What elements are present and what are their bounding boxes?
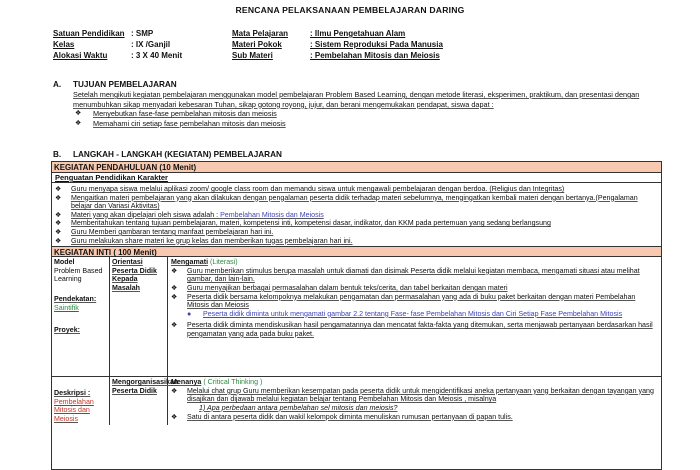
section-heading <box>53 80 653 90</box>
list-item-text: Melalui chat grup Guru memberikan kesempatan pada peserta didik untuk mengidentifikasi aneka pertanyaan yang berkaitan dengan tayangan yang disajikan dan dijawab melalui kegiatan belajar tentang Pembelahan Mitosis dan Meiosis , misalnya <box>187 386 654 404</box>
pendahuluan-band: KEGIATAN PENDAHULUAN (10 Menit) <box>52 162 661 173</box>
deskripsi-label: Deskripsi : <box>54 389 91 398</box>
section-letter: B. <box>53 150 62 159</box>
identity-row <box>53 50 653 61</box>
objective-text: Menyebutkan fase-fase pembelahan mitosis dan meiosis <box>93 109 277 119</box>
pendahuluan-list <box>52 183 661 246</box>
objective-paragraph: Setelah mengikuti kegiatan pembelajaran menggunakan model pembelajaran Problem Based Learning, dengan metode literasi, eksperimen, praktikum, dan presentasi dengan menumbuhkan sikap menyadari kebesaran Tuhan, sikap gotong royong, jujur, dan berani mengemukakan pendapat, siswa dapat : <box>73 90 640 109</box>
diamond-bullet-icon: ❖ <box>171 292 178 301</box>
list-item-text: Satu di antara peserta didik dan wakil kelompok diminta menuliskan rumusan pertanyaan di papan tulis. <box>187 412 513 421</box>
deskripsi-column <box>52 377 110 424</box>
proyek-label: Proyek: <box>54 326 81 335</box>
model-column <box>52 257 110 376</box>
list-item-text: Guru memberikan stimulus berupa masalah untuk diamati dan disimak Peserta didik melalui kegiatan membaca, mengamati situasi atau melihat gambar, dan lain-lain. <box>187 266 640 284</box>
inti-row-2 <box>52 376 661 424</box>
identity-value: : IX /Ganjil <box>131 40 171 49</box>
section-tujuan <box>53 80 653 128</box>
menanya-label: Menanya <box>171 378 202 387</box>
list-item <box>55 194 658 211</box>
diamond-bullet-icon: ❖ <box>75 110 82 118</box>
diamond-bullet-icon: ❖ <box>171 412 178 421</box>
list-item <box>55 219 658 228</box>
objective-bullet <box>75 109 653 119</box>
phase-orientasi: Orientasi Peserta Didik Kepada Masalah <box>112 258 157 292</box>
activity-table <box>51 161 662 470</box>
identity-value: : Sistem Reproduksi Pada Manusia <box>310 40 443 49</box>
diamond-bullet-icon: ❖ <box>55 193 62 202</box>
list-item-text: Guru melakukan share materi ke grup kelas dan memberikan tugas pembelajaran hari ini. <box>71 236 353 245</box>
example-question: 1) Apa perbedaan antara pembelahan sel mitosis dan meiosis? <box>199 403 398 412</box>
deskripsi-value: Pembelahan Mitosis dan Meiosis <box>54 397 94 423</box>
phase-column <box>110 257 168 376</box>
identity-label: Satuan Pendidikan <box>53 29 125 38</box>
inti-band: KEGIATAN INTI ( 100 Menit) <box>52 246 661 257</box>
list-item-text: Materi yang akan dipelajari oleh siswa adalah : <box>71 210 221 219</box>
identity-row <box>53 28 653 39</box>
section-title: LANGKAH - LANGKAH (KEGIATAN) PEMBELAJARAN <box>73 150 282 159</box>
list-item <box>171 293 658 310</box>
diamond-bullet-icon: ❖ <box>171 386 178 395</box>
diamond-bullet-icon: ❖ <box>75 119 82 127</box>
list-item-text: Guru menyapa siswa melalui aplikasi zoom/ google class room dan memandu siswa untuk mengawali pembelajaran dengan berdoa. (Religius dan Integritas) <box>71 185 565 193</box>
objective-text: Memahami ciri setiap fase pembelahan mitosis dan meiosis <box>93 118 286 128</box>
identity-value: : SMP <box>131 29 154 38</box>
list-item <box>55 228 658 237</box>
sub-list-item <box>187 310 658 319</box>
section-langkah <box>53 150 663 160</box>
pendekatan-label: Pendekatan: <box>54 294 97 303</box>
inti-row-1 <box>52 257 661 376</box>
list-item-text: Peserta didik diminta mendiskusikan hasil pengamatannya dan mencatat fakta-fakta yang ditemukan, serta menjawab pertanyaan berdasarkan hasil pengamatan yang ada pada buku paket. <box>187 321 653 338</box>
list-item-text: Memberitahukan tentang tujuan pembelajaran, materi, kompetensi inti, kompetensi dasar, indikator, dan KKM pada pertemuan yang sedang berlangsung <box>71 219 551 228</box>
list-item <box>171 321 658 338</box>
section-letter: A. <box>53 80 62 89</box>
diamond-bullet-icon: ❖ <box>171 266 178 275</box>
identity-label: Kelas <box>53 40 75 49</box>
list-item-text: Guru menyajikan berbagai permasalahan dalam bentuk teks/cerita, dan tabel berkaitan dengan materi <box>187 283 508 292</box>
section-title: TUJUAN PEMBELAJARAN <box>73 80 177 89</box>
identity-value: : 3 X 40 Menit <box>131 51 183 60</box>
model-label: Model <box>54 258 75 267</box>
identity-block <box>53 28 653 61</box>
critical-thinking-tag: ( Critical Thinking ) <box>203 378 263 387</box>
identity-value: : Pembelahan Mitosis dan Meiosis <box>310 51 440 60</box>
activity-column <box>168 257 661 376</box>
list-item <box>55 211 658 220</box>
list-item <box>171 387 658 404</box>
list-item <box>171 267 658 284</box>
list-item-text: Guru Memberi gambaran tentang manfaat pembelajaran hari ini. <box>71 227 274 236</box>
mengamati-label: Mengamati <box>171 258 209 267</box>
section-heading <box>53 150 663 160</box>
list-item-text: Peserta didik bersama kelompoknya melakukan pengamatan dan permasalahan yang ada di buku paket berkaitan dengan materi Pembelahan Mitosis dan Meiosis <box>187 292 636 310</box>
diamond-bullet-icon: ❖ <box>55 185 62 193</box>
list-item <box>171 284 658 293</box>
diamond-bullet-icon: ❖ <box>55 227 62 236</box>
pendekatan-value: Saintifik <box>54 303 79 312</box>
diamond-bullet-icon: ❖ <box>171 283 178 292</box>
identity-label: Mata Pelajaran <box>232 29 289 38</box>
model-value: Problem Based Learning <box>54 266 103 284</box>
identity-label: Materi Pokok <box>232 40 282 49</box>
diamond-bullet-icon: ❖ <box>55 236 62 245</box>
list-item <box>171 413 658 422</box>
phase-column <box>110 377 179 424</box>
diamond-bullet-icon: ❖ <box>171 321 178 330</box>
activity-column <box>168 377 661 424</box>
material-topic: Pembelahan Mitosis dan Meiosis <box>220 210 324 219</box>
list-item <box>55 237 658 246</box>
document-title: RENCANA PELAKSANAAN PEMBELAJARAN DARING <box>235 5 465 15</box>
identity-label: Sub Materi <box>232 51 273 60</box>
sub-item-text: Peserta didik diminta untuk mengamati gambar 2.2 tentang Fase- fase Pembelahan Mitosis dan Ciri Setiap Fase Pembelahan Mitosis <box>203 309 623 318</box>
identity-label: Alokasi Waktu <box>53 51 108 60</box>
identity-value: : Ilmu Pengetahuan Alam <box>310 29 406 38</box>
round-bullet-icon: ● <box>187 309 192 318</box>
karakter-heading: Penguatan Pendidikan Karakter <box>52 173 661 183</box>
diamond-bullet-icon: ❖ <box>55 210 62 219</box>
list-item <box>55 185 658 194</box>
literasi-tag: (Literasi) <box>210 258 238 267</box>
objective-bullet <box>75 119 653 129</box>
phase-mengorganisasikan: Mengorganisasikan Peserta Didik <box>112 378 179 395</box>
identity-row <box>53 39 653 50</box>
diamond-bullet-icon: ❖ <box>55 219 62 228</box>
list-item-text: Mengaitkan materi pembelajaran yang akan dilakukan dengan pengalaman peserta didik terhadap materi sebelumnya, mengingatkan kembali materi dengan bertanya.(Pengalaman belajar dan Variasi Aktivitas) <box>71 193 638 211</box>
